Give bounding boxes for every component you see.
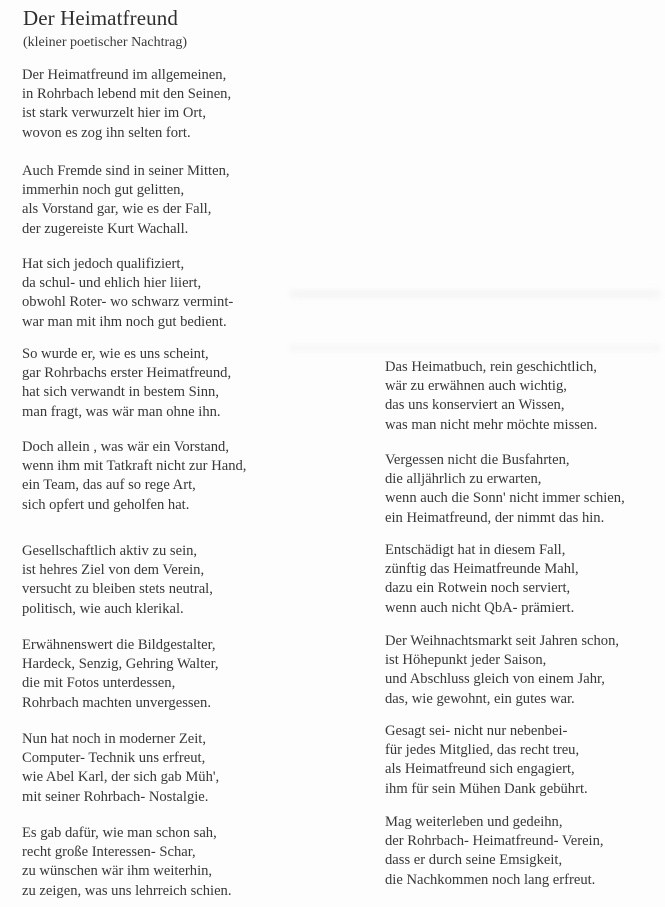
- verse-line: So wurde er, wie es uns scheint,: [22, 346, 209, 362]
- verse-line: für jedes Mitglied, das recht treu,: [385, 742, 580, 759]
- scan-artifact: [290, 290, 660, 298]
- verse-line: versucht zu bleiben stets neutral,: [22, 581, 213, 598]
- stanza: [22, 255, 233, 332]
- stanza: [22, 730, 219, 807]
- verse-line: recht große Interessen- Schar,: [22, 844, 196, 861]
- stanza: [22, 636, 219, 713]
- verse-line: wenn auch die Sonn' nicht immer schien,: [385, 490, 625, 507]
- verse-line: Das Heimatbuch, rein geschichtlich,: [385, 359, 597, 375]
- verse-line: und Abschluss gleich von einem Jahr,: [385, 671, 605, 688]
- verse-line: das, wie gewohnt, ein gutes war.: [385, 690, 575, 707]
- verse-line: der Rohrbach- Heimatfreund- Verein,: [385, 833, 604, 850]
- scan-artifact: [290, 345, 660, 351]
- document-title: Der Heimatfreund: [23, 6, 178, 30]
- verse-line: Doch allein , was wär ein Vorstand,: [22, 439, 229, 455]
- verse-line: wär zu erwähnen auch wichtig,: [385, 378, 567, 395]
- verse-line: Der Heimatfreund im allgemeinen,: [22, 67, 227, 83]
- verse-line: Computer- Technik uns erfreut,: [22, 750, 206, 767]
- stanza: [385, 358, 597, 435]
- verse-line: ihm für sein Mühen Dank gebührt.: [385, 780, 588, 797]
- verse-line: das uns konserviert an Wissen,: [385, 397, 565, 414]
- verse-line: die mit Fotos unterdessen,: [22, 675, 176, 692]
- verse-line: zu zeigen, was uns lehrreich schien.: [22, 882, 232, 899]
- verse-line: Erwähnenswert die Bildgestalter,: [22, 637, 216, 653]
- verse-line: dass er durch seine Emsigkeit,: [385, 852, 563, 869]
- verse-line: mit seiner Rohrbach- Nostalgie.: [22, 788, 209, 805]
- verse-line: zu wünschen wär ihm weiterhin,: [22, 863, 213, 880]
- verse-line: Rohrbach machten unvergessen.: [22, 694, 211, 711]
- verse-line: man fragt, was wär man ohne ihn.: [22, 403, 221, 420]
- verse-line: wie Abel Karl, der sich gab Müh',: [22, 769, 220, 786]
- stanza: [22, 345, 231, 422]
- verse-line: ein Team, das auf so rege Art,: [22, 477, 196, 494]
- stanza: [385, 541, 579, 618]
- stanza: [385, 632, 619, 709]
- verse-line: Hardeck, Senzig, Gehring Walter,: [22, 656, 219, 673]
- stanza: [385, 813, 604, 890]
- verse-line: Gesagt sei- nicht nur nebenbei-: [385, 723, 568, 739]
- verse-line: Es gab dafür, wie man schon sah,: [22, 825, 217, 841]
- stanza: [22, 162, 230, 239]
- stanza: [22, 438, 246, 515]
- document-subtitle: (kleiner poetischer Nachtrag): [23, 35, 188, 50]
- verse-line: wovon es zog ihn selten fort.: [22, 124, 191, 141]
- verse-line: Hat sich jedoch qualifiziert,: [22, 256, 185, 272]
- verse-line: ist hehres Ziel von dem Verein,: [22, 562, 205, 579]
- verse-line: was man nicht mehr möchte missen.: [385, 416, 598, 433]
- verse-line: als Vorstand gar, wie es der Fall,: [22, 201, 212, 218]
- verse-line: wenn ihm mit Tatkraft nicht zur Hand,: [22, 458, 247, 475]
- verse-line: immerhin noch gut gelitten,: [22, 182, 185, 199]
- verse-line: Gesellschaftlich aktiv zu sein,: [22, 543, 198, 559]
- verse-line: dazu ein Rotwein noch serviert,: [385, 580, 571, 597]
- stanza: [22, 542, 213, 619]
- stanza: [22, 824, 232, 901]
- verse-line: wenn auch nicht QbA- prämiert.: [385, 599, 575, 616]
- verse-line: als Heimatfreund sich engagiert,: [385, 761, 575, 778]
- stanza: [385, 722, 588, 799]
- verse-line: ein Heimatfreund, der nimmt das hin.: [385, 509, 605, 526]
- verse-line: politisch, wie auch klerikal.: [22, 600, 184, 617]
- verse-line: zünftig das Heimatfreunde Mahl,: [385, 561, 579, 578]
- verse-line: die Nachkommen noch lang erfreut.: [385, 871, 596, 888]
- verse-line: Auch Fremde sind in seiner Mitten,: [22, 163, 230, 179]
- verse-line: hat sich verwandt in bestem Sinn,: [22, 384, 219, 401]
- verse-line: ist stark verwurzelt hier im Ort,: [22, 105, 206, 122]
- verse-line: Der Weihnachtsmarkt seit Jahren schon,: [385, 633, 620, 649]
- verse-line: die alljährlich zu erwarten,: [385, 471, 542, 488]
- verse-line: da schul- und ehlich hier liiert,: [22, 275, 202, 292]
- verse-line: Vergessen nicht die Busfahrten,: [385, 452, 570, 468]
- verse-line: obwohl Roter- wo schwarz vermint-: [22, 294, 234, 311]
- verse-line: der zugereiste Kurt Wachall.: [22, 220, 189, 237]
- stanza: [22, 66, 231, 143]
- verse-line: Nun hat noch in moderner Zeit,: [22, 731, 206, 747]
- verse-line: in Rohrbach lebend mit den Seinen,: [22, 86, 232, 103]
- verse-line: Entschädigt hat in diesem Fall,: [385, 542, 566, 558]
- verse-line: war man mit ihm noch gut bedient.: [22, 313, 227, 330]
- verse-line: Mag weiterleben und gedeihn,: [385, 814, 563, 830]
- verse-line: sich opfert und geholfen hat.: [22, 496, 190, 513]
- verse-line: gar Rohrbachs erster Heimatfreund,: [22, 365, 232, 382]
- verse-line: ist Höhepunkt jeder Saison,: [385, 652, 547, 669]
- stanza: [385, 451, 625, 528]
